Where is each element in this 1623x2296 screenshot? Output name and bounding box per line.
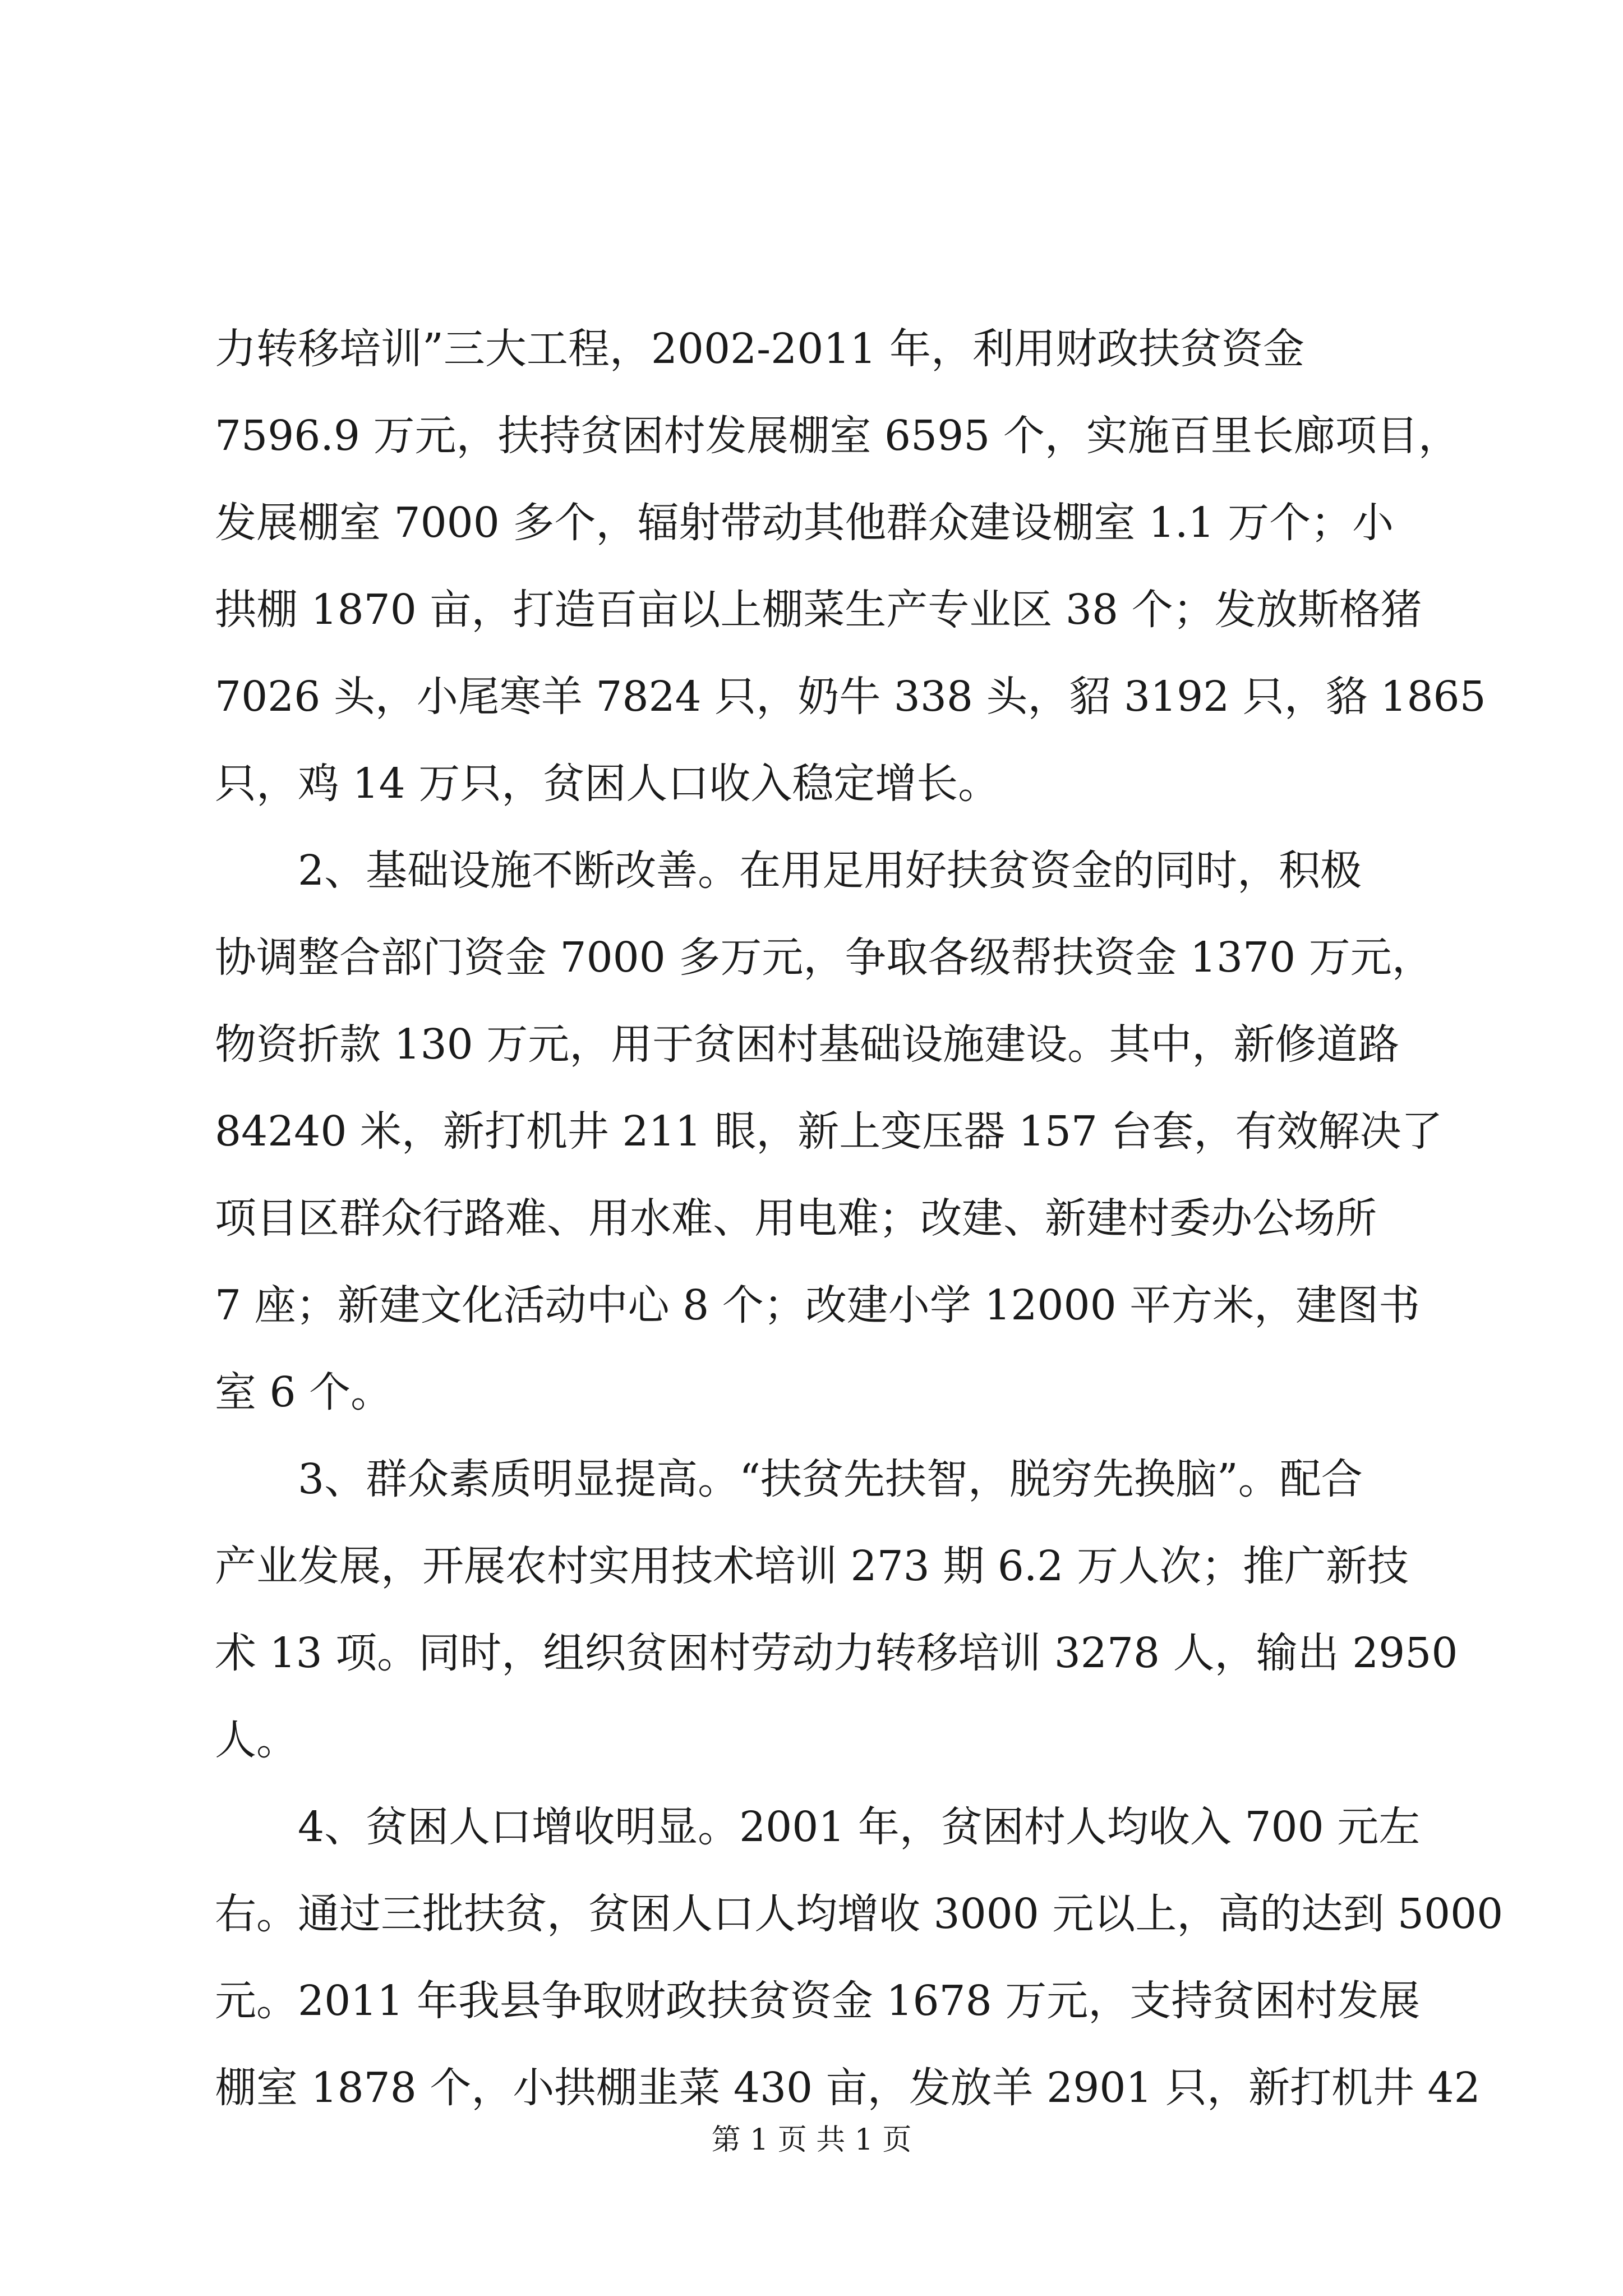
text-line: 物资折款 130 万元，用于贫困村基础设施建设。其中，新修道路: [215, 1020, 1400, 1069]
text-line: 室 6 个。: [215, 1368, 393, 1416]
document-body: [215, 306, 1504, 2132]
paragraph-start-line: 3、群众素质明显提高。“扶贫先扶智，脱穷先换脑”。配合: [298, 1455, 1363, 1503]
text-line: 人。: [215, 1716, 298, 1764]
text-line: 发展棚室 7000 多个，辐射带动其他群众建设棚室 1.1 万个；小: [215, 499, 1394, 547]
text-line: 项目区群众行路难、用水难、用电难；改建、新建村委办公场所: [215, 1194, 1377, 1243]
text-line: 7596.9 万元，扶持贫困村发展棚室 6595 个，实施百里长廊项目，: [215, 412, 1460, 460]
text-line: 右。通过三批扶贫，贫困人口人均增收 3000 元以上，高的达到 5000: [215, 1890, 1504, 1938]
text-line: 84240 米，新打机井 211 眼，新上变压器 157 台套，有效解决了: [215, 1107, 1443, 1156]
text-line: 棚室 1878 个，小拱棚韭菜 430 亩，发放羊 2901 只，新打机井 42: [215, 2064, 1481, 2112]
page-footer: 第 1 页 共 1 页: [711, 2123, 912, 2157]
text-line: 拱棚 1870 亩，打造百亩以上棚菜生产专业区 38 个；发放斯格猪: [215, 586, 1422, 634]
text-line: 7026 头，小尾寒羊 7824 只，奶牛 338 头，貂 3192 只，貉 1865: [215, 673, 1486, 721]
text-line: 元。2011 年我县争取财政扶贫资金 1678 万元，支持贫困村发展: [215, 1977, 1421, 2025]
text-line: 术 13 项。同时，组织贫困村劳动力转移培训 3278 人，输出 2950: [215, 1629, 1458, 1677]
text-line: 产业发展，开展农村实用技术培训 273 期 6.2 万人次；推广新技: [215, 1542, 1409, 1590]
text-line: 力转移培训”三大工程，2002-2011 年，利用财政扶贫资金: [215, 325, 1305, 373]
paragraph-start-line: 2、基础设施不断改善。在用足用好扶贫资金的同时，积极: [298, 846, 1362, 895]
text-line: 只，鸡 14 万只，贫困人口收入稳定增长。: [215, 760, 1000, 808]
text-line: 协调整合部门资金 7000 多万元，争取各级帮扶资金 1370 万元，: [215, 933, 1433, 982]
paragraph-start-line: 4、贫困人口增收明显。2001 年，贫困村人均收入 700 元左: [298, 1803, 1421, 1851]
text-line: 7 座；新建文化活动中心 8 个；改建小学 12000 平方米，建图书: [215, 1281, 1421, 1329]
